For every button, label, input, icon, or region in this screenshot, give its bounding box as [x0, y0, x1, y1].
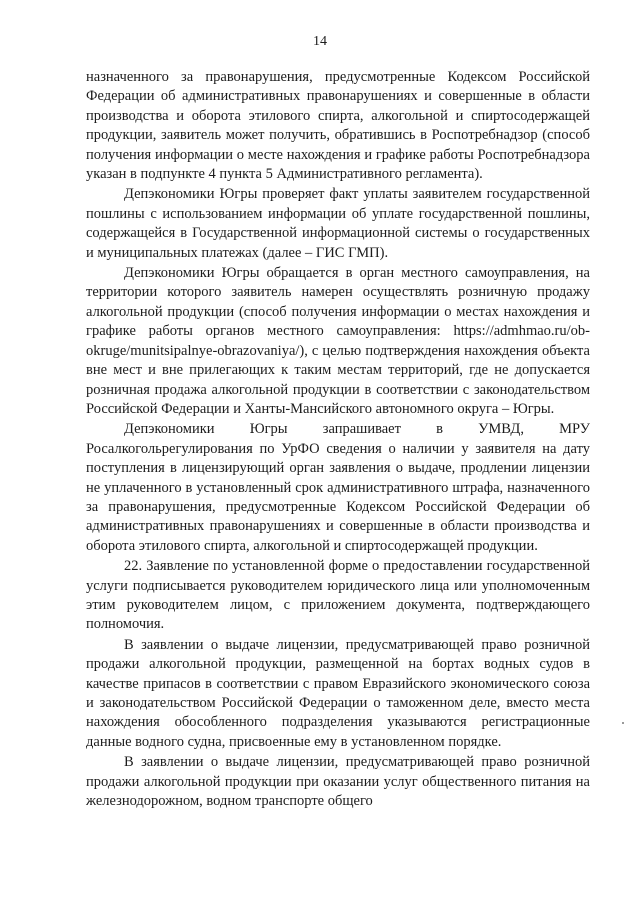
paragraph-fee-check: Депэкономики Югры проверяет факт уплаты заявителем государственной пошлины с использованием информации об уплате государственной пошлины, содержащейся в Государственной информационной системы о государственных и муниципальных платежах (далее – ГИС ГМП). [86, 186, 590, 261]
page-number: 14 [313, 34, 327, 49]
paragraph-local-authority-request: Депэкономики Югры обращается в орган местного самоуправления, на территории которого заявитель намерен осуществлять розничную продажу алкогольной продукции (способ получения информации о местах нахождения и графике работы органов местного самоуправления: https://admhmao.ru/ob-okruge/munitsipalnye-obrazovaniya/), с целью подтверждения нахождения объекта вне мест и вне прилегающих к таким местам территорий, где не допускается розничная продажа алкогольной продукции в соответствии с законодательством Российской Федерации и Ханты-Мансийского автономного округа – Югры. [86, 265, 590, 417]
paragraph-continuation: назначенного за правонарушения, предусмотренные Кодексом Российской Федерации об административных правонарушениях и совершенные в области производства и оборота этилового спирта, алкогольной и спиртосодержащей продукции, заявитель может получить, обратившись в Роспотребнадзор (способ получения информации о месте нахождения и графике работы Роспотребнадзора указан в подпункте 4 пункта 5 Административного регламента). [86, 69, 590, 183]
paragraph-public-catering: В заявлении о выдаче лицензии, предусматривающей право розничной продажи алкогольной продукции при оказании услуг общественного питания на железнодорожном, водном транспорте общего [86, 754, 590, 810]
scan-speck [622, 722, 624, 724]
paragraph-water-vessels: В заявлении о выдаче лицензии, предусматривающей право розничной продажи алкогольной продукции, размещенной на бортах водных судов в качестве припасов в соответствии с правом Евразийского экономического союза и законодательством Российской Федерации о таможенном деле, вместо места нахождения обособленного подразделения указываются регистрационные данные водного судна, присвоенные ему в установленном порядке. [86, 636, 590, 750]
paragraph-item-22: 22. Заявление по установленной форме о предоставлении государственной услуги подписывается руководителем юридического лица или уполномоченным этим руководителем лицом, с приложением документа, подтверждающего полномочия. [86, 558, 590, 633]
document-body [86, 68, 590, 811]
paragraph-fines-request: Депэкономики Югры запрашивает в УМВД, МРУ Росалкогольрегулирования по УрФО сведения о наличии у заявителя на дату поступления в лицензирующий орган заявления о выдаче, продлении лицензии не уплаченного в установленный срок административного штрафа, назначенного за правонарушения, предусмотренные Кодексом Российской Федерации об административных правонарушениях и совершенные в области производства и оборота этилового спирта, алкогольной и спиртосодержащей продукции. [86, 421, 590, 554]
